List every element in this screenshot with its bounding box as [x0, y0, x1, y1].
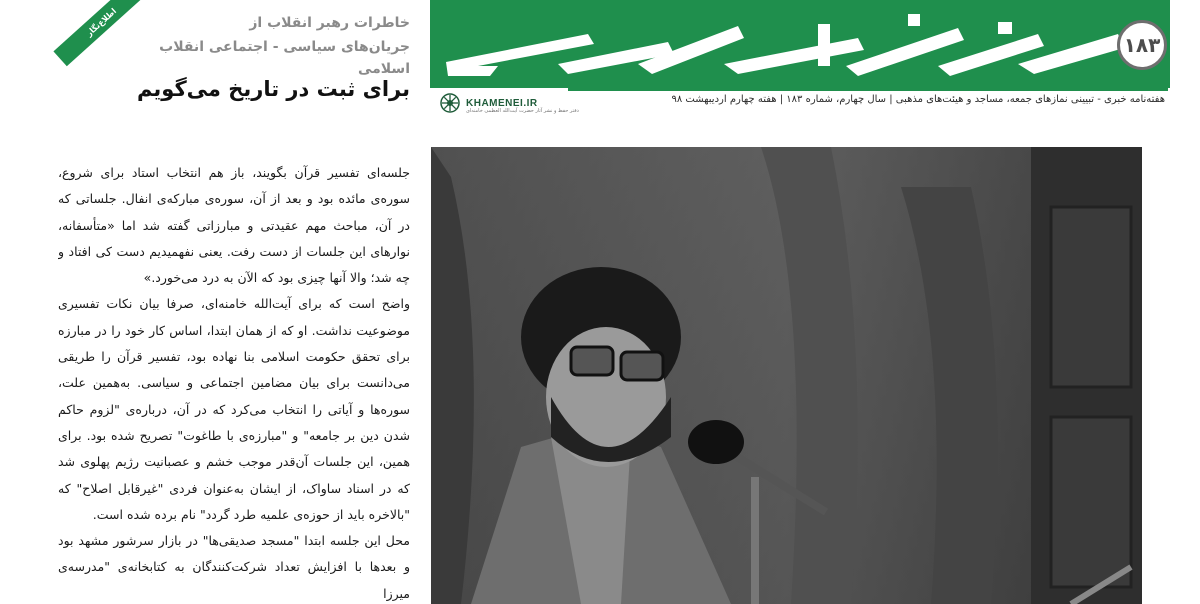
section-subtitle: جریان‌های سیاسی - اجتماعی انقلاب اسلامی — [159, 39, 410, 77]
section-title: خاطرات رهبر انقلاب از — [249, 15, 410, 31]
emblem-icon — [440, 93, 460, 113]
masthead-banner — [430, 0, 1170, 88]
article-paragraph: جلسه‌ای تفسیر قرآن بگویند، باز هم انتخاب استاد برای شروع، سوره‌ی مائده بود و بعد از آن، سوره‌ی مبارکه‌ی انفال. جلساتی که در آن، مباحث مهم عقیدتی و مبارزاتی گفته شد اما «متأسفانه، نوارهای این جلسات از دست رفت. یعنی نفهمیدیم دست کی افتاد و چه شد؛ والا آنها چیزی بود که الآن به درد می‌خورد.» — [58, 165, 410, 286]
masthead-subtitle: هفته‌نامه خبری - تبیینی نمازهای جمعه، مساجد و هیئت‌های مذهبی | سال چهارم، شماره ۱۸۳ | هفته چهارم اردیبهشت ۹۸ — [671, 94, 1165, 105]
brand-subtitle: دفتر حفظ و نشر آثار حضرت آیت‌الله العظمی خامنه‌ای — [466, 108, 579, 114]
photo-illustration — [431, 147, 1142, 604]
brand-link[interactable] — [440, 91, 579, 115]
issue-number-badge: ۱۸۳ — [1117, 20, 1167, 70]
portrait-photo — [431, 147, 1142, 604]
article-body — [58, 160, 410, 604]
article-headline: برای ثبت در تاریخ می‌گویم — [136, 77, 410, 101]
masthead-logo — [438, 4, 1128, 84]
article-paragraph: محل این جلسه ابتدا "مسجد صدیقی‌ها" در بازار سرشور مشهد بود و بعدها با افزایش تعداد شرکت‌کنندگان به کتابخانه‌ی "مدرسه‌ی میرزا — [58, 533, 410, 601]
divider — [568, 88, 1168, 91]
article-paragraph: واضح است که برای آیت‌الله خامنه‌ای، صرفا بیان نکات تفسیری موضوعیت نداشت. او که از همان ابتدا، اساس کار خود را در مبارزه برای تحقق حکومت اسلامی بنا نهاده بود، تفسیر قرآن را طریقی می‌دانست برای بیان مضامین اجتماعی و سیاسی. به‌همین علت، سوره‌ها و آیاتی را انتخاب می‌کرد که در آن، درباره‌ی "لزوم حاکم شدن دین بر جامعه" و "مبارزه‌ی با طاغوت" تصریح شده بود. برای همین، این جلسات آن‌قدر موجب خشم و عصبانیت رژیم پهلوی شد که در اسناد ساواک، از ایشان به‌عنوان فردی "غیرقابل اصلاح" که "بالاخره باید از حوزه‌ی علمیه طرد گردد" نام برده شده است. — [58, 296, 410, 522]
brand-name: KHAMENEI.IR — [466, 97, 538, 109]
corner-ribbon: اطلاع‌نگار — [53, 0, 148, 66]
